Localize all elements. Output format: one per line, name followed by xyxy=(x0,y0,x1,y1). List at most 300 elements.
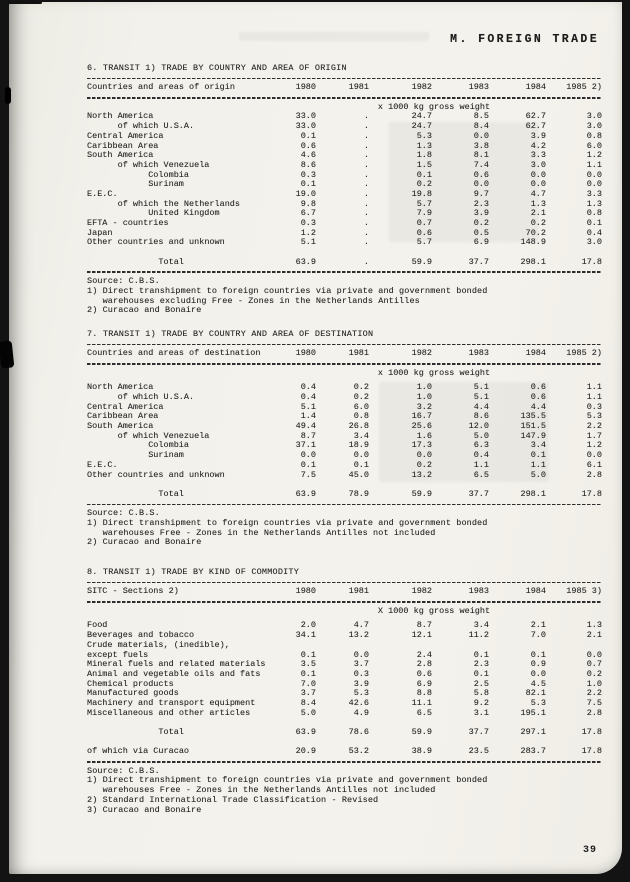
unit-label: X 1000 kg gross weight xyxy=(377,605,491,616)
row-label: Food xyxy=(87,620,108,631)
row-label: United Kingdom xyxy=(148,208,220,219)
footnote-line: 1) Direct transhipment to foreign countries via private and government bonded xyxy=(87,517,488,528)
total-row xyxy=(87,258,604,268)
table-row xyxy=(87,641,604,651)
row-label: Caribbean Area xyxy=(87,140,159,151)
row-label: Caribbean Area xyxy=(87,411,159,422)
footnote-line: warehouses Free - Zones in the Netherlands Antilles not included xyxy=(87,785,436,796)
cell-value: 0.0 xyxy=(473,179,489,190)
year-header: 1981 xyxy=(348,82,369,93)
cell-value: 7.9 xyxy=(416,208,432,219)
cell-value: 8.7 xyxy=(300,430,316,441)
footnote-line: 3) Curacao and Bonaire xyxy=(87,804,202,815)
cell-value: 4.6 xyxy=(300,150,316,161)
cell-value: 1.0 xyxy=(416,392,432,402)
cell-value: . xyxy=(363,179,369,190)
cell-value: 63.9 xyxy=(295,488,316,499)
cell-value: 2.1 xyxy=(586,630,602,641)
cell-value: 5.1 xyxy=(300,237,316,248)
unit-label: x 1000 kg gross weight xyxy=(377,101,491,112)
cell-value: 3.9 xyxy=(353,678,369,689)
cell-value: 0.0 xyxy=(353,450,369,461)
document-page xyxy=(9,2,622,874)
cell-value: 11.1 xyxy=(411,697,432,708)
year-header: 1980 xyxy=(295,82,316,93)
cell-value: 1.1 xyxy=(586,159,602,170)
row-label: EFTA - countries xyxy=(87,218,169,228)
cell-value: 0.0 xyxy=(300,450,316,461)
cell-value: 0.4 xyxy=(300,382,316,393)
year-header: 1985 2) xyxy=(566,82,602,93)
cell-value: 3.0 xyxy=(586,111,602,122)
cell-value: 17.3 xyxy=(411,440,432,451)
cell-value: 0.3 xyxy=(353,668,369,679)
cell-value: 1.1 xyxy=(473,459,489,470)
cell-value: 0.9 xyxy=(530,659,546,670)
cell-value: 17.8 xyxy=(581,488,602,499)
year-header: 1983 xyxy=(468,348,489,359)
footnote-line: Source: C.B.S. xyxy=(87,508,160,519)
cell-value: 5.3 xyxy=(416,130,432,141)
row-label: of which via Curacao xyxy=(87,746,190,757)
cell-value: 0.6 xyxy=(530,392,546,402)
cell-value: . xyxy=(363,198,369,209)
row-label: Chemical products xyxy=(87,678,174,689)
cell-value: 37.1 xyxy=(295,440,316,451)
cell-value: 6.5 xyxy=(473,469,489,480)
cell-value: . xyxy=(363,256,369,267)
cell-value: 0.2 xyxy=(353,392,369,402)
cell-value: 283.7 xyxy=(520,746,546,757)
cell-value: 3.9 xyxy=(473,208,489,219)
cell-value: 4.7 xyxy=(353,620,369,631)
cell-value: 3.8 xyxy=(473,140,489,151)
cell-value: 1.3 xyxy=(416,140,432,151)
cell-value: 3.2 xyxy=(416,401,432,412)
cell-value: 34.1 xyxy=(295,630,316,641)
cell-value: 6.1 xyxy=(586,459,602,470)
row-label: of which U.S.A. xyxy=(117,392,195,402)
cell-value: 2.2 xyxy=(586,688,602,699)
cell-value: 38.9 xyxy=(411,746,432,757)
table-title: 6. TRANSIT 1) TRADE BY COUNTRY AND AREA OF ORIGIN xyxy=(87,63,347,73)
cell-value: 1.7 xyxy=(586,430,602,441)
cell-value: 62.7 xyxy=(525,121,546,132)
year-header: 1982 xyxy=(411,586,432,597)
cell-value: 16.7 xyxy=(411,411,432,422)
dashed-rule xyxy=(87,359,604,369)
cell-value: 3.9 xyxy=(530,130,546,141)
column-header-row xyxy=(87,83,604,93)
row-label: Colombia xyxy=(148,169,189,180)
cell-value: 1.1 xyxy=(586,392,602,402)
page-title: M. FOREIGN TRADE xyxy=(450,33,599,46)
cell-value: 19.0 xyxy=(295,188,316,199)
table-title: 7. TRANSIT 1) TRADE BY COUNTRY AND AREA OF DESTINATION xyxy=(87,328,374,339)
cell-value: 0.8 xyxy=(586,208,602,219)
cell-value: 298.1 xyxy=(520,256,546,267)
row-label: of which Venezuela xyxy=(117,430,210,441)
column-header-row xyxy=(87,349,604,359)
cell-value: 0.2 xyxy=(416,459,432,470)
cell-value: 1.0 xyxy=(586,678,602,689)
cell-value: 5.1 xyxy=(300,401,316,412)
cell-value: 24.7 xyxy=(411,121,432,132)
page-number: 39 xyxy=(582,845,597,856)
row-label: Other countries and unknown xyxy=(87,237,225,248)
cell-value: 17.8 xyxy=(581,256,602,267)
cell-value: 0.1 xyxy=(473,649,489,660)
cell-value: 8.6 xyxy=(473,411,489,422)
cell-value: 8.6 xyxy=(300,159,316,170)
cell-value: 0.0 xyxy=(530,169,546,180)
cell-value: 5.0 xyxy=(473,430,489,441)
row-label: Japan xyxy=(87,227,113,238)
footnote-line: 2) Curacao and Bonaire xyxy=(87,305,202,316)
cell-value: 70.2 xyxy=(525,227,546,238)
cell-value: 53.2 xyxy=(348,746,369,757)
cell-value: 1.2 xyxy=(586,440,602,451)
total-row xyxy=(87,728,604,738)
stub-header: Countries and areas of origin xyxy=(87,82,235,93)
stub-header: SITC - Sections 2) xyxy=(87,586,179,597)
year-header: 1984 xyxy=(525,586,546,597)
cell-value: 0.3 xyxy=(300,169,316,180)
cell-value: 9.2 xyxy=(473,697,489,708)
cell-value: 3.3 xyxy=(586,188,602,199)
dashed-rule xyxy=(87,267,604,277)
cell-value: 1.3 xyxy=(586,198,602,209)
cell-value: 0.2 xyxy=(353,382,369,393)
dashed-rule xyxy=(87,93,604,103)
cell-value: 5.0 xyxy=(300,707,316,718)
cell-value: 135.5 xyxy=(520,411,546,422)
cell-value: 298.1 xyxy=(520,488,546,499)
cell-value: 0.5 xyxy=(473,227,489,238)
cell-value: 59.9 xyxy=(411,727,432,737)
cell-value: 20.9 xyxy=(295,746,316,757)
cell-value: 0.1 xyxy=(300,130,316,141)
year-header: 1982 xyxy=(411,82,432,93)
cell-value: 2.3 xyxy=(473,659,489,670)
cell-value: 0.1 xyxy=(530,649,546,660)
cell-value: 12.1 xyxy=(411,630,432,641)
cell-value: 0.1 xyxy=(586,218,602,228)
year-header: 1984 xyxy=(525,82,546,93)
cell-value: 3.1 xyxy=(473,707,489,718)
cell-value: 25.6 xyxy=(411,421,432,432)
cell-value: 0.2 xyxy=(473,218,489,228)
cell-value: 1.3 xyxy=(586,620,602,631)
cell-value: 0.2 xyxy=(416,179,432,190)
cell-value: 0.7 xyxy=(416,218,432,228)
cell-value: 6.0 xyxy=(586,140,602,151)
cell-value: 1.0 xyxy=(416,382,432,393)
year-header: 1980 xyxy=(295,586,316,597)
cell-value: 19.8 xyxy=(411,188,432,199)
cell-value: 9.7 xyxy=(473,188,489,199)
cell-value: 2.8 xyxy=(416,659,432,670)
dashed-rule xyxy=(87,757,604,767)
row-label: Machinery and transport equipment xyxy=(87,697,256,708)
cell-value: 6.5 xyxy=(416,707,432,718)
cell-value: 0.6 xyxy=(473,169,489,180)
cell-value: 2.3 xyxy=(473,198,489,209)
year-header: 1982 xyxy=(411,348,432,359)
cell-value: 8.4 xyxy=(473,121,489,132)
cell-value: 49.4 xyxy=(295,421,316,432)
year-header: 1981 xyxy=(348,348,369,359)
cell-value: . xyxy=(363,227,369,238)
row-label: of which Venezuela xyxy=(117,159,210,170)
row-label: Crude materials, (inedible), xyxy=(87,639,230,650)
cell-value: 0.2 xyxy=(586,668,602,679)
cell-value: 7.0 xyxy=(530,630,546,641)
cell-value: 6.7 xyxy=(300,208,316,219)
cell-value: 13.2 xyxy=(348,630,369,641)
table-row xyxy=(87,709,604,719)
cell-value: 0.3 xyxy=(300,218,316,228)
cell-value: 26.8 xyxy=(348,421,369,432)
cell-value: 2.8 xyxy=(586,707,602,718)
cell-value: 2.1 xyxy=(530,208,546,219)
row-label: South America xyxy=(87,150,154,161)
cell-value: 17.8 xyxy=(581,727,602,737)
cell-value: . xyxy=(363,237,369,248)
cell-value: 3.0 xyxy=(586,237,602,248)
cell-value: 5.3 xyxy=(586,411,602,422)
row-label: E.E.C. xyxy=(87,459,118,470)
cell-value: 0.0 xyxy=(586,649,602,660)
cell-value: 6.0 xyxy=(353,401,369,412)
cell-value: 3.4 xyxy=(353,430,369,441)
cell-value: 7.5 xyxy=(586,697,602,708)
cell-value: 5.8 xyxy=(473,688,489,699)
row-label: Surinam xyxy=(148,179,184,190)
cell-value: 4.4 xyxy=(530,401,546,412)
cell-value: 0.1 xyxy=(353,459,369,470)
cell-value: 0.0 xyxy=(586,179,602,190)
cell-value: 4.4 xyxy=(473,401,489,412)
cell-value: 8.8 xyxy=(416,688,432,699)
cell-value: 0.0 xyxy=(416,450,432,461)
cell-value: 59.9 xyxy=(411,488,432,499)
bleed-through-artifact xyxy=(379,382,549,482)
cell-value: 2.5 xyxy=(473,678,489,689)
cell-value: . xyxy=(363,188,369,199)
cell-value: 1.8 xyxy=(416,150,432,161)
cell-value: 4.9 xyxy=(353,707,369,718)
cell-value: 0.0 xyxy=(353,649,369,660)
cell-value: 0.1 xyxy=(300,179,316,190)
cell-value: 3.7 xyxy=(300,688,316,699)
cell-value: 2.4 xyxy=(416,649,432,660)
cell-value: 5.1 xyxy=(473,382,489,393)
cell-value: 63.9 xyxy=(295,256,316,267)
cell-value: 11.2 xyxy=(468,630,489,641)
cell-value: 33.0 xyxy=(295,121,316,132)
cell-value: 12.0 xyxy=(468,421,489,432)
cell-value: . xyxy=(363,169,369,180)
cell-value: . xyxy=(363,159,369,170)
cell-value: 0.4 xyxy=(300,392,316,402)
row-label: of which U.S.A. xyxy=(117,121,195,132)
cell-value: 82.1 xyxy=(525,688,546,699)
cell-value: 5.3 xyxy=(353,688,369,699)
unit-row xyxy=(87,607,604,617)
dashed-rule xyxy=(87,340,604,350)
cell-value: 45.0 xyxy=(348,469,369,480)
year-header: 1984 xyxy=(525,348,546,359)
cell-value: 1.4 xyxy=(300,411,316,422)
cell-value: 8.1 xyxy=(473,150,489,161)
cell-value: 63.9 xyxy=(295,727,316,737)
cell-value: 1.1 xyxy=(530,459,546,470)
cell-value: 3.0 xyxy=(530,159,546,170)
of-which-via-curacao-row xyxy=(87,747,604,757)
row-label: Beverages and tobacco xyxy=(87,630,195,641)
cell-value: 13.2 xyxy=(411,469,432,480)
cell-value: 1.6 xyxy=(416,430,432,441)
cell-value: 0.3 xyxy=(586,401,602,412)
cell-value: 0.0 xyxy=(586,169,602,180)
cell-value: 6.9 xyxy=(416,678,432,689)
row-label: Mineral fuels and related materials xyxy=(87,659,266,670)
row-label: South America xyxy=(87,421,154,432)
cell-value: 148.9 xyxy=(520,237,546,248)
cell-value: . xyxy=(363,150,369,161)
cell-value: 0.8 xyxy=(586,130,602,141)
cell-value: 24.7 xyxy=(411,111,432,122)
row-label: Animal and vegetable oils and fats xyxy=(87,668,261,679)
cell-value: 4.7 xyxy=(530,188,546,199)
cell-value: 0.4 xyxy=(473,450,489,461)
bleed-through-artifact xyxy=(239,32,429,41)
year-header: 1983 xyxy=(468,586,489,597)
row-label: North America xyxy=(87,111,154,122)
cell-value: 0.2 xyxy=(530,218,546,228)
row-label: except fuels xyxy=(87,649,149,660)
table-title: 8. TRANSIT 1) TRADE BY KIND OF COMMODITY xyxy=(87,567,300,577)
cell-value: 0.0 xyxy=(530,668,546,679)
footnote-line: 2) Standard International Trade Classification - Revised xyxy=(87,794,379,805)
row-label: Surinam xyxy=(148,450,184,461)
row-label: Colombia xyxy=(148,440,189,451)
cell-value: 3.7 xyxy=(353,659,369,670)
row-label: Total xyxy=(158,488,184,499)
cell-value: 0.6 xyxy=(530,382,546,393)
cell-value: 297.1 xyxy=(520,727,546,737)
cell-value: 5.7 xyxy=(416,198,432,209)
cell-value: 147.9 xyxy=(520,430,546,441)
cell-value: 0.6 xyxy=(300,140,316,151)
cell-value: 1.2 xyxy=(586,150,602,161)
cell-value: 0.1 xyxy=(300,459,316,470)
cell-value: 0.1 xyxy=(473,668,489,679)
cell-value: 23.5 xyxy=(468,746,489,757)
dashed-rule xyxy=(87,597,604,607)
dashed-rule xyxy=(87,74,604,84)
footnote-line: warehouses excluding Free - Zones in the Netherlands Antilles xyxy=(87,295,420,306)
cell-value: 4.5 xyxy=(530,678,546,689)
cell-value: 8.4 xyxy=(300,697,316,708)
row-label: Central America xyxy=(87,130,164,141)
row-label: Manufactured goods xyxy=(87,688,179,699)
cell-value: 37.7 xyxy=(468,256,489,267)
footnote-line: 1) Direct transhipment to foreign countries via private and government bonded xyxy=(87,775,488,786)
cell-value: 0.0 xyxy=(473,130,489,141)
footnote-line: warehouses Free - Zones in the Netherlands Antilles not included xyxy=(87,527,436,538)
cell-value: 0.0 xyxy=(586,450,602,461)
cell-value: 9.8 xyxy=(300,198,316,209)
cell-value: 42.6 xyxy=(348,697,369,708)
cell-value: . xyxy=(363,111,369,122)
row-label: of which the Netherlands xyxy=(117,198,241,209)
cell-value: 0.1 xyxy=(300,668,316,679)
year-header: 1980 xyxy=(295,348,316,359)
cell-value: . xyxy=(363,218,369,228)
cell-value: . xyxy=(363,208,369,219)
cell-value: 1.2 xyxy=(300,227,316,238)
cell-value: 37.7 xyxy=(468,727,489,737)
cell-value: . xyxy=(363,140,369,151)
year-header: 1985 2) xyxy=(566,348,602,359)
stub-header: Countries and areas of destination xyxy=(87,348,261,359)
cell-value: 8.5 xyxy=(473,111,489,122)
footnote-line: 2) Curacao and Bonaire xyxy=(87,537,202,548)
year-header: 1983 xyxy=(468,82,489,93)
cell-value: 0.6 xyxy=(416,227,432,238)
cell-value: 3.4 xyxy=(473,620,489,631)
cell-value: 0.7 xyxy=(586,659,602,670)
cell-value: 0.0 xyxy=(530,179,546,190)
bleed-through-artifact xyxy=(389,122,539,242)
dashed-rule xyxy=(87,578,604,588)
cell-value: 0.1 xyxy=(416,169,432,180)
year-header: 1981 xyxy=(348,586,369,597)
cell-value: 18.9 xyxy=(348,440,369,451)
cell-value: 3.5 xyxy=(300,659,316,670)
cell-value: 5.7 xyxy=(416,237,432,248)
row-label: E.E.C. xyxy=(87,188,118,199)
scan-artifact-streak xyxy=(8,1,42,4)
footnote-line: Source: C.B.S. xyxy=(87,765,160,776)
footnote-line: 1) Direct transhipment to foreign countries via private and government bonded xyxy=(87,285,488,296)
cell-value: 1.5 xyxy=(416,159,432,170)
cell-value: 3.4 xyxy=(530,440,546,451)
row-label: Central America xyxy=(87,401,164,412)
cell-value: 2.0 xyxy=(300,620,316,631)
cell-value: 6.3 xyxy=(473,440,489,451)
unit-label: x 1000 kg gross weight xyxy=(377,367,491,378)
cell-value: 6.9 xyxy=(473,237,489,248)
footnote-line: Source: C.B.S. xyxy=(87,276,160,287)
cell-value: 59.9 xyxy=(411,256,432,267)
cell-value: 4.2 xyxy=(530,140,546,151)
row-label: Total xyxy=(158,256,184,267)
cell-value: 33.0 xyxy=(295,111,316,122)
cell-value: 0.8 xyxy=(353,411,369,422)
cell-value: 7.0 xyxy=(300,678,316,689)
cell-value: . xyxy=(363,130,369,141)
cell-value: 0.6 xyxy=(416,668,432,679)
cell-value: 62.7 xyxy=(525,111,546,122)
cell-value: 3.0 xyxy=(586,121,602,132)
year-header: 1985 3) xyxy=(566,586,602,597)
data-table xyxy=(87,568,604,815)
cell-value: 3.3 xyxy=(530,150,546,161)
row-label: Total xyxy=(158,727,184,737)
